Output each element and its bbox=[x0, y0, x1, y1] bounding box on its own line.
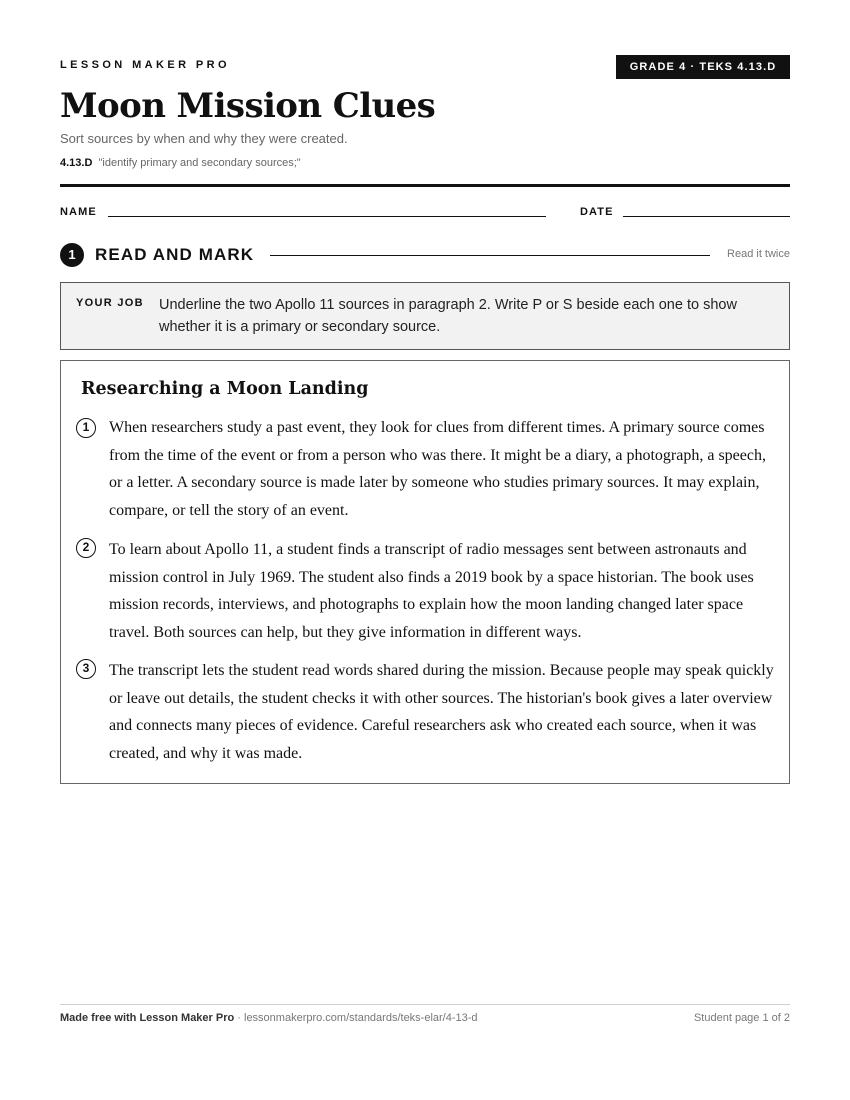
header-divider bbox=[60, 184, 790, 187]
section-number-badge: 1 bbox=[60, 243, 84, 267]
worksheet-subtitle: Sort sources by when and why they were created. bbox=[60, 131, 348, 146]
grade-badge: GRADE 4 · TEKS 4.13.D bbox=[616, 55, 790, 79]
paragraph-number-badge: 2 bbox=[76, 538, 96, 558]
worksheet-title: Moon Mission Clues bbox=[60, 86, 436, 126]
paragraph-number-badge: 1 bbox=[76, 418, 96, 438]
date-label: DATE bbox=[580, 206, 614, 218]
paragraph-text: To learn about Apollo 11, a student finds a transcript of radio messages sent between astronauts and mission control in July 1969. The student also finds a 2019 book by a space historian. The book uses mission records, interviews, and photographs to explain how the moon landing changed later space travel. Both sources can help, but they give information in different ways. bbox=[109, 541, 754, 641]
paragraph-text: The transcript lets the student read words shared during the mission. Because people may speak quickly or leave out details, the student checks it with other sources. The historian's book gives a later overview and connects many pieces of evidence. Careful researchers ask who created each source, when it was created, and why it was made. bbox=[109, 662, 774, 762]
section-note: Read it twice bbox=[727, 248, 790, 260]
standard-text: "identify primary and secondary sources;" bbox=[98, 157, 301, 169]
footer-url: · lessonmakerpro.com/standards/teks-elar/4-13-d bbox=[234, 1012, 478, 1024]
standard-code: 4.13.D bbox=[60, 157, 93, 169]
paragraph-number-badge: 3 bbox=[76, 659, 96, 679]
date-write-line[interactable] bbox=[623, 216, 790, 217]
footer-made-with: Made free with Lesson Maker Pro bbox=[60, 1012, 235, 1024]
reading-passage bbox=[60, 360, 790, 784]
job-text: Underline the two Apollo 11 sources in paragraph 2. Write P or S beside each one to show whether it is a primary or secondary source. bbox=[159, 297, 737, 335]
standard-reference bbox=[60, 157, 301, 169]
footer-page-number: Student page 1 of 2 bbox=[693, 1012, 790, 1024]
name-write-line[interactable] bbox=[108, 216, 546, 217]
name-label: NAME bbox=[60, 206, 97, 218]
section-divider bbox=[270, 255, 710, 256]
brand-name: LESSON MAKER PRO bbox=[60, 59, 230, 71]
job-label: YOUR JOB bbox=[76, 297, 144, 309]
footer-divider bbox=[60, 1004, 790, 1005]
footer-credit bbox=[60, 1012, 478, 1024]
job-instructions-box bbox=[60, 282, 790, 350]
paragraph-text: When researchers study a past event, they look for clues from different times. A primary source comes from the time of the event or from a person who was there. It might be a diary, a photograph, a speech, or a letter. A secondary source is made later by someone who studies primary sources. It may explain, compare, or tell the story of an event. bbox=[109, 419, 766, 519]
section-title: READ AND MARK bbox=[95, 245, 255, 264]
passage-title: Researching a Moon Landing bbox=[81, 379, 369, 399]
